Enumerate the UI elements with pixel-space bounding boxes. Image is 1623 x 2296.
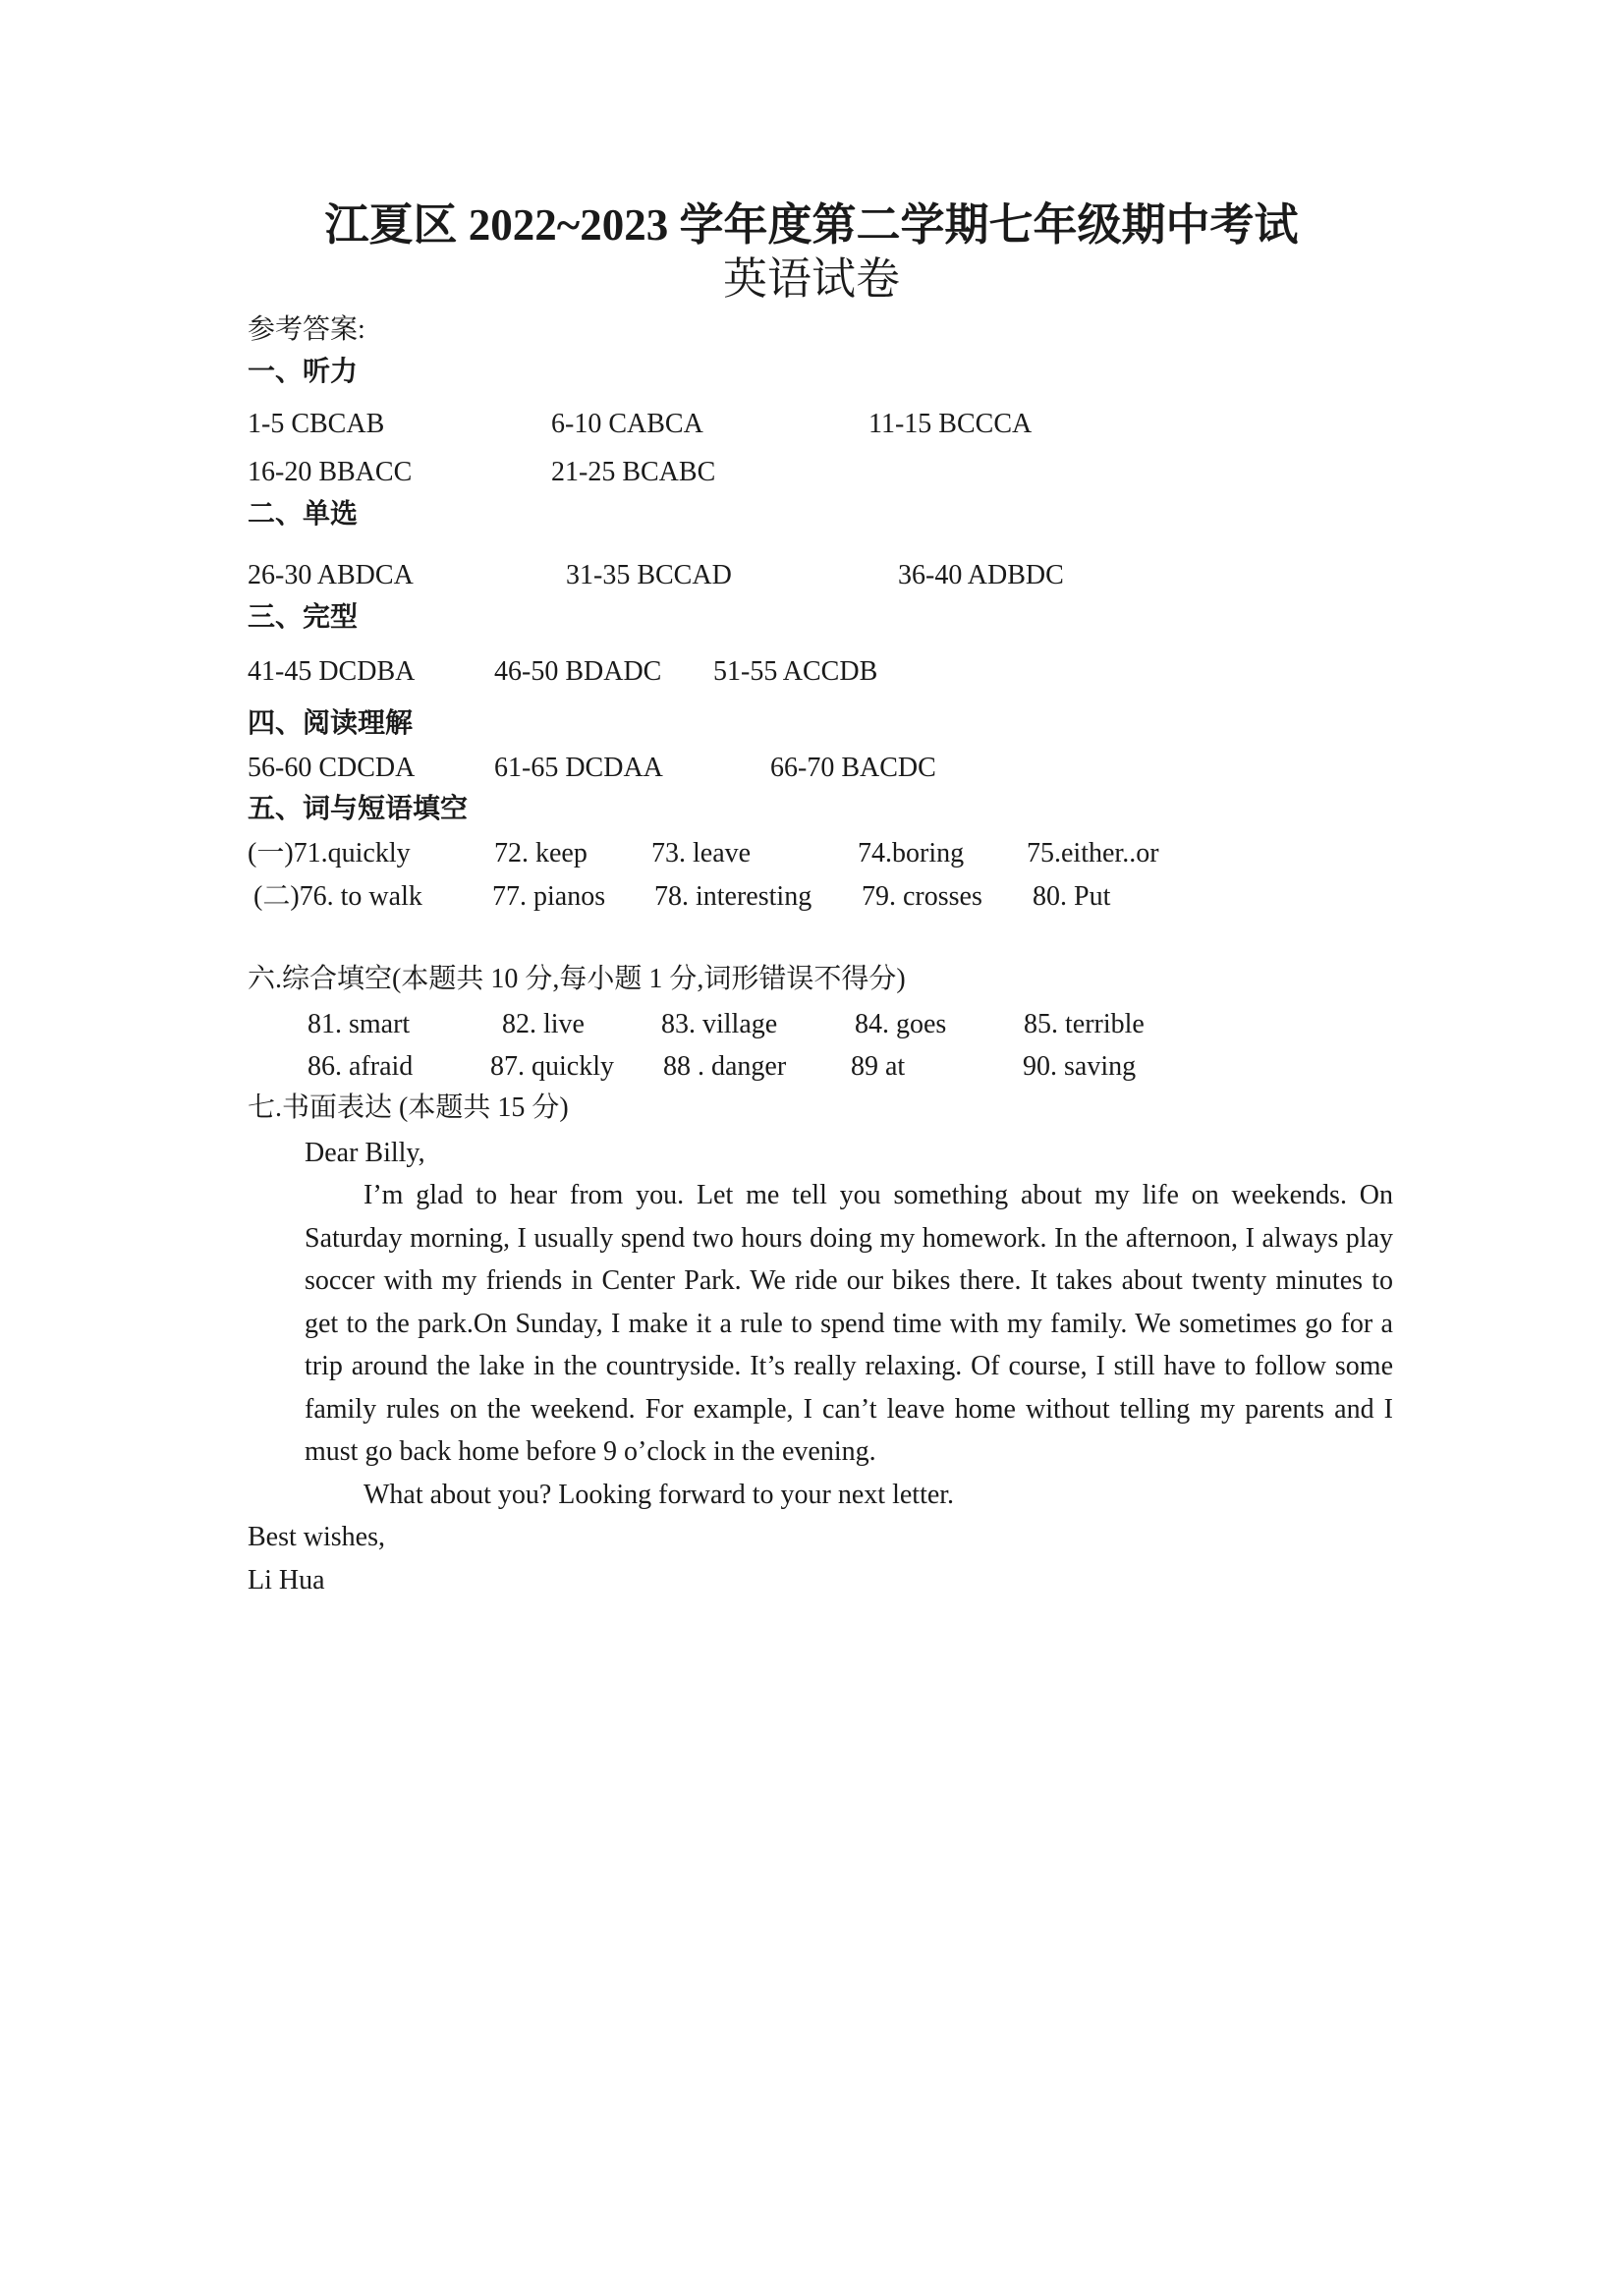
answer-item: 89 at <box>851 1051 906 1082</box>
answer-group: 66-70 BACDC <box>770 753 936 783</box>
answer-group: 51-55 ACCDB <box>713 656 878 687</box>
answer-item: 73. leave <box>651 838 752 868</box>
answer-item: 77. pianos <box>492 881 606 912</box>
answer-item: 79. crosses <box>862 881 982 912</box>
answer-item: 72. keep <box>494 838 588 868</box>
answer-item: 88 . danger <box>663 1051 787 1082</box>
answer-group: 16-20 BBACC <box>248 457 413 487</box>
letter-paragraph: I’m glad to hear from you. Let me tell you something about my life on weekends. On Saturday morning, I usually spend two hours doing my homework. In the afternoon, I always play soccer with my friends in Center Park. We ride our bikes there. It takes about twenty minutes to get to the park.On Sunday, I make it a rule to spend time with my family. We sometimes go for a trip around the lake in the countryside. It’s really relaxing. Of course, I still have to follow some family rules on the weekend. For example, I can’t leave home without telling my parents and I must go back home before 9 o’clock in the evening. <box>305 1180 1393 1467</box>
answer-item: (二)76. to walk <box>253 881 422 912</box>
section-heading-comprehensive: 六.综合填空(本题共 10 分,每小题 1 分,词形错误不得分) <box>248 964 906 994</box>
letter-signature: Li Hua <box>248 1565 325 1596</box>
page-title: 江夏区 2022~2023 学年度第二学期七年级期中考试 <box>324 200 1299 250</box>
reference-answers-label: 参考答案: <box>248 314 365 345</box>
answer-item: 81. smart <box>308 1009 411 1039</box>
letter-salutation: Dear Billy, <box>305 1138 425 1168</box>
answer-group: 6-10 CABCA <box>551 409 703 439</box>
answer-group: 46-50 BDADC <box>494 656 662 687</box>
answer-item: 75.either..or <box>1027 838 1159 868</box>
letter-closing: Best wishes, <box>248 1522 385 1552</box>
answer-item: (一)71.quickly <box>248 838 411 868</box>
answer-group: 26-30 ABDCA <box>248 560 414 590</box>
page-subtitle: 英语试卷 <box>722 254 900 304</box>
answer-item: 83. village <box>661 1009 778 1039</box>
section-heading-writing: 七.书面表达 (本题共 15 分) <box>248 1092 569 1123</box>
answer-item: 80. Put <box>1033 881 1111 912</box>
answer-item: 87. quickly <box>490 1051 614 1082</box>
section-heading-cloze: 三、完型 <box>248 602 359 633</box>
answer-group: 41-45 DCDBA <box>248 656 416 687</box>
section-heading-word-fill: 五、词与短语填空 <box>248 794 469 824</box>
answer-group: 1-5 CBCAB <box>248 409 385 439</box>
letter-paragraph: What about you? Looking forward to your next letter. <box>364 1480 955 1510</box>
answer-item: 85. terrible <box>1024 1009 1145 1039</box>
answer-item: 84. goes <box>855 1009 947 1039</box>
section-heading-listening: 一、听力 <box>248 357 359 387</box>
answer-group: 56-60 CDCDA <box>248 753 416 783</box>
answer-group: 11-15 BCCCA <box>868 409 1033 439</box>
answer-item: 82. live <box>502 1009 585 1039</box>
section-heading-single-choice: 二、单选 <box>248 499 359 530</box>
answer-item: 90. saving <box>1023 1051 1137 1082</box>
answer-item: 78. interesting <box>654 881 812 912</box>
answer-group: 31-35 BCCAD <box>566 560 732 590</box>
section-heading-reading: 四、阅读理解 <box>248 708 414 739</box>
answer-group: 36-40 ADBDC <box>898 560 1064 590</box>
answer-item: 86. afraid <box>308 1051 414 1082</box>
answer-group: 21-25 BCABC <box>551 457 716 487</box>
answer-group: 61-65 DCDAA <box>494 753 663 783</box>
answer-item: 74.boring <box>858 838 965 868</box>
